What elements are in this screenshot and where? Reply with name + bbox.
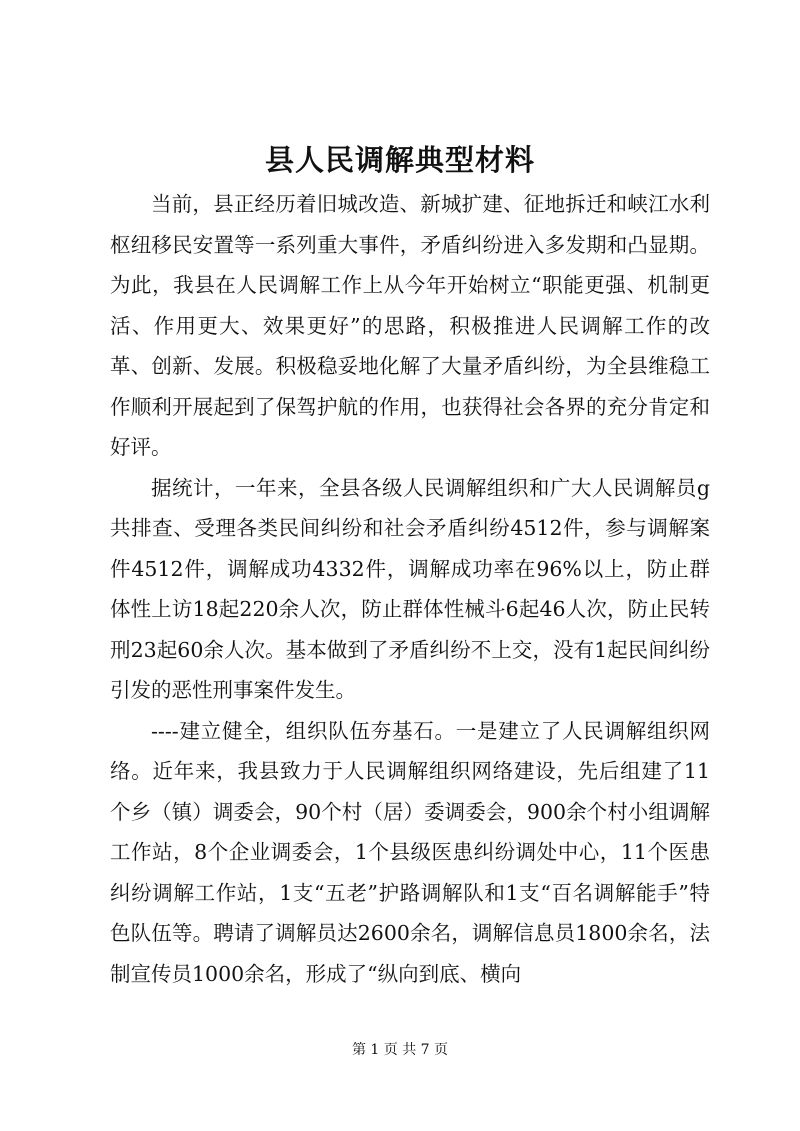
page-footer: 第 1 页 共 7 页 xyxy=(351,1042,449,1058)
paragraph-intro: 当前，县正经历着旧城改造、新城扩建、征地拆迁和峡江水利枢纽移民安置等一系列重大事件，矛盾纠纷进入多发期和凸显期。为此，我县在人民调解工作上从今年开始树立“职能更强、机制更活、作用更大、效果更好”的思路，积极推进人民调解工作的改革、创新、发展。积极稳妥地化解了大量矛盾纠纷，为全县维稳工作顺利开展起到了保驾护航的作用，也获得社会各界的充分肯定和好评。 xyxy=(110,192,710,459)
document-body xyxy=(110,184,710,994)
paragraph-statistics: 据统计，一年来，全县各级人民调解组织和广大人民调解员g共排查、受理各类民间纠纷和社会矛盾纠纷4512件，参与调解案件4512件，调解成功4332件，调解成功率在96%以上，防止群体性上访18起220余人次，防止群体性械斗6起46人次，防止民转刑23起60余人次。基本做到了矛盾纠纷不上交，没有1起民间纠纷引发的恶性刑事案件发生。 xyxy=(110,475,710,702)
paragraph-organization: ----建立健全，组织队伍夯基石。一是建立了人民调解组织网络。近年来，我县致力于人民调解组织网络建设，先后组建了11个乡（镇）调委会，90个村（居）委调委会，900余个村小组调解工作站，8个企业调委会，1个县级医患纠纷调处中心，11个医患纠纷调解工作站，1支“五老”护路调解队和1支“百名调解能手”特色队伍等。聘请了调解员达2600余名，调解信息员1800余名，法制宣传员1000余名，形成了“纵向到底、横向 xyxy=(110,718,710,986)
document-title: 县人民调解典型材料 xyxy=(264,143,535,177)
